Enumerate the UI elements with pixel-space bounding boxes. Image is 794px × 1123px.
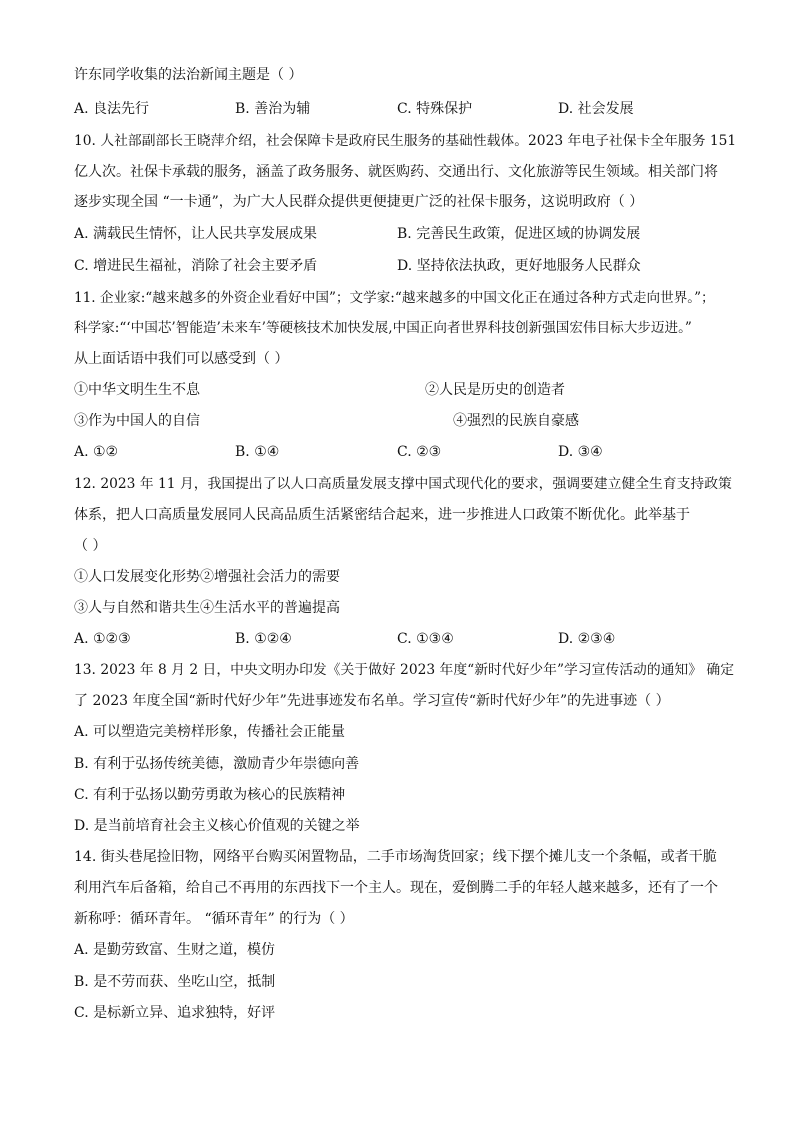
- question-9-stem: 许东同学收集的法治新闻主题是（ ）: [74, 67, 303, 83]
- question-10-option-b: B. 完善民生政策，促进区域的协调发展: [397, 226, 641, 242]
- question-11-line-3: 从上面话语中我们可以感受到（ ）: [74, 351, 289, 367]
- question-12-line-3: （ ）: [74, 538, 107, 554]
- question-12-items-1: ①人口发展变化形势②增强社会活力的需要: [74, 569, 340, 585]
- question-11-option-a: A. ①②: [74, 444, 119, 460]
- question-10-line-2: 亿人次。社保卡承载的服务，涵盖了政务服务、就医购药、交通出行、文化旅游等民生领域。相关部门将: [74, 164, 718, 180]
- question-9-option-b: B. 善治为辅: [235, 101, 311, 117]
- question-10-option-c: C. 增进民生福祉，消除了社会主要矛盾: [74, 258, 318, 274]
- question-9-option-a: A. 良法先行: [74, 101, 150, 117]
- question-12-line-2: 体系，把人口高质量发展同人民高品质生活紧密结合起来，进一步推进人口政策不断优化。此举基于: [74, 507, 690, 523]
- question-12-items-2: ③人与自然和谐共生④生活水平的普遍提高: [74, 600, 340, 616]
- question-12-option-b: B. ①②④: [235, 631, 292, 647]
- question-11-option-b: B. ①④: [235, 444, 280, 460]
- question-14-line-2: 利用汽车后备箱，给自己不再用的东西找下一个主人。现在，爱倒腾二手的年轻人越来越多，还有了一个: [74, 880, 718, 896]
- question-11-item-3: ③作为中国人的自信: [74, 413, 200, 429]
- question-13-option-d: D. 是当前培育社会主义核心价值观的关键之举: [74, 818, 360, 834]
- question-13-line-2: 了 2023 年度全国“新时代好少年”先进事迹发布名单。学习宣传“新时代好少年”的先进事迹（ ）: [74, 693, 670, 709]
- question-13-option-a: A. 可以塑造完美榜样形象，传播社会正能量: [74, 724, 346, 740]
- question-14-line-1: 14. 街头巷尾捡旧物，网络平台购买闲置物品，二手市场淘货回家；线下摆个摊儿支一个条幅，或者干脆: [74, 849, 717, 865]
- question-14-option-c: C. 是标新立异、追求独特，好评: [74, 1005, 276, 1021]
- question-9-option-c: C. 特殊保护: [397, 101, 473, 117]
- question-11-line-2: 科学家:“‘中国芯’智能造’未来车’等硬核技术加快发展,中国正向者世界科技创新强国宏伟目标大步迈进。”: [74, 320, 692, 336]
- question-11-item-1: ①中华文明生生不息: [74, 382, 200, 398]
- question-12-line-1: 12. 2023 年 11 月，我国提出了以人口高质量发展支撑中国式现代化的要求，强调要建立健全生育支持政策: [74, 476, 732, 492]
- question-11-line-1: 11. 企业家:“越来越多的外资企业看好中国”；文学家:“越来越多的中国文化正在通过各种方式走向世界。”；: [74, 290, 715, 306]
- question-10-line-1: 10. 人社部副部长王晓萍介绍，社会保障卡是政府民生服务的基础性载体。2023 年电子社保卡全年服务 151: [74, 133, 737, 149]
- question-12-option-a: A. ①②③: [74, 631, 131, 647]
- question-11-item-4: ④强烈的民族自豪感: [453, 413, 579, 429]
- question-10-option-d: D. 坚持依法执政，更好地服务人民群众: [397, 258, 641, 274]
- question-11-item-2: ②人民是历史的创造者: [425, 382, 565, 398]
- question-13-option-b: B. 有利于弘扬传统美德，激励青少年崇德向善: [74, 756, 360, 772]
- question-14-line-3: 新称呼：循环青年。 “循环青年” 的行为（ ）: [74, 911, 354, 927]
- question-14-option-a: A. 是勤劳致富、生财之道，模仿: [74, 942, 276, 958]
- question-14-option-b: B. 是不劳而获、坐吃山空，抵制: [74, 974, 276, 990]
- question-13-line-1: 13. 2023 年 8 月 2 日，中央文明办印发《关于做好 2023 年度“新时代好少年”学习宣传活动的通知》 确定: [74, 662, 734, 678]
- question-13-option-c: C. 有利于弘扬以勤劳勇敢为核心的民族精神: [74, 787, 346, 803]
- question-12-option-d: D. ②③④: [558, 631, 616, 647]
- question-10-line-3: 逐步实现全国 “一卡通”，为广大人民群众提供更便捷更广泛的社保卡服务，这说明政府（ ）: [74, 194, 644, 210]
- question-12-option-c: C. ①③④: [397, 631, 454, 647]
- question-11-option-d: D. ③④: [558, 444, 603, 460]
- question-10-option-a: A. 满载民生情怀，让人民共享发展成果: [74, 226, 318, 242]
- question-11-option-c: C. ②③: [397, 444, 442, 460]
- question-9-option-d: D. 社会发展: [558, 101, 634, 117]
